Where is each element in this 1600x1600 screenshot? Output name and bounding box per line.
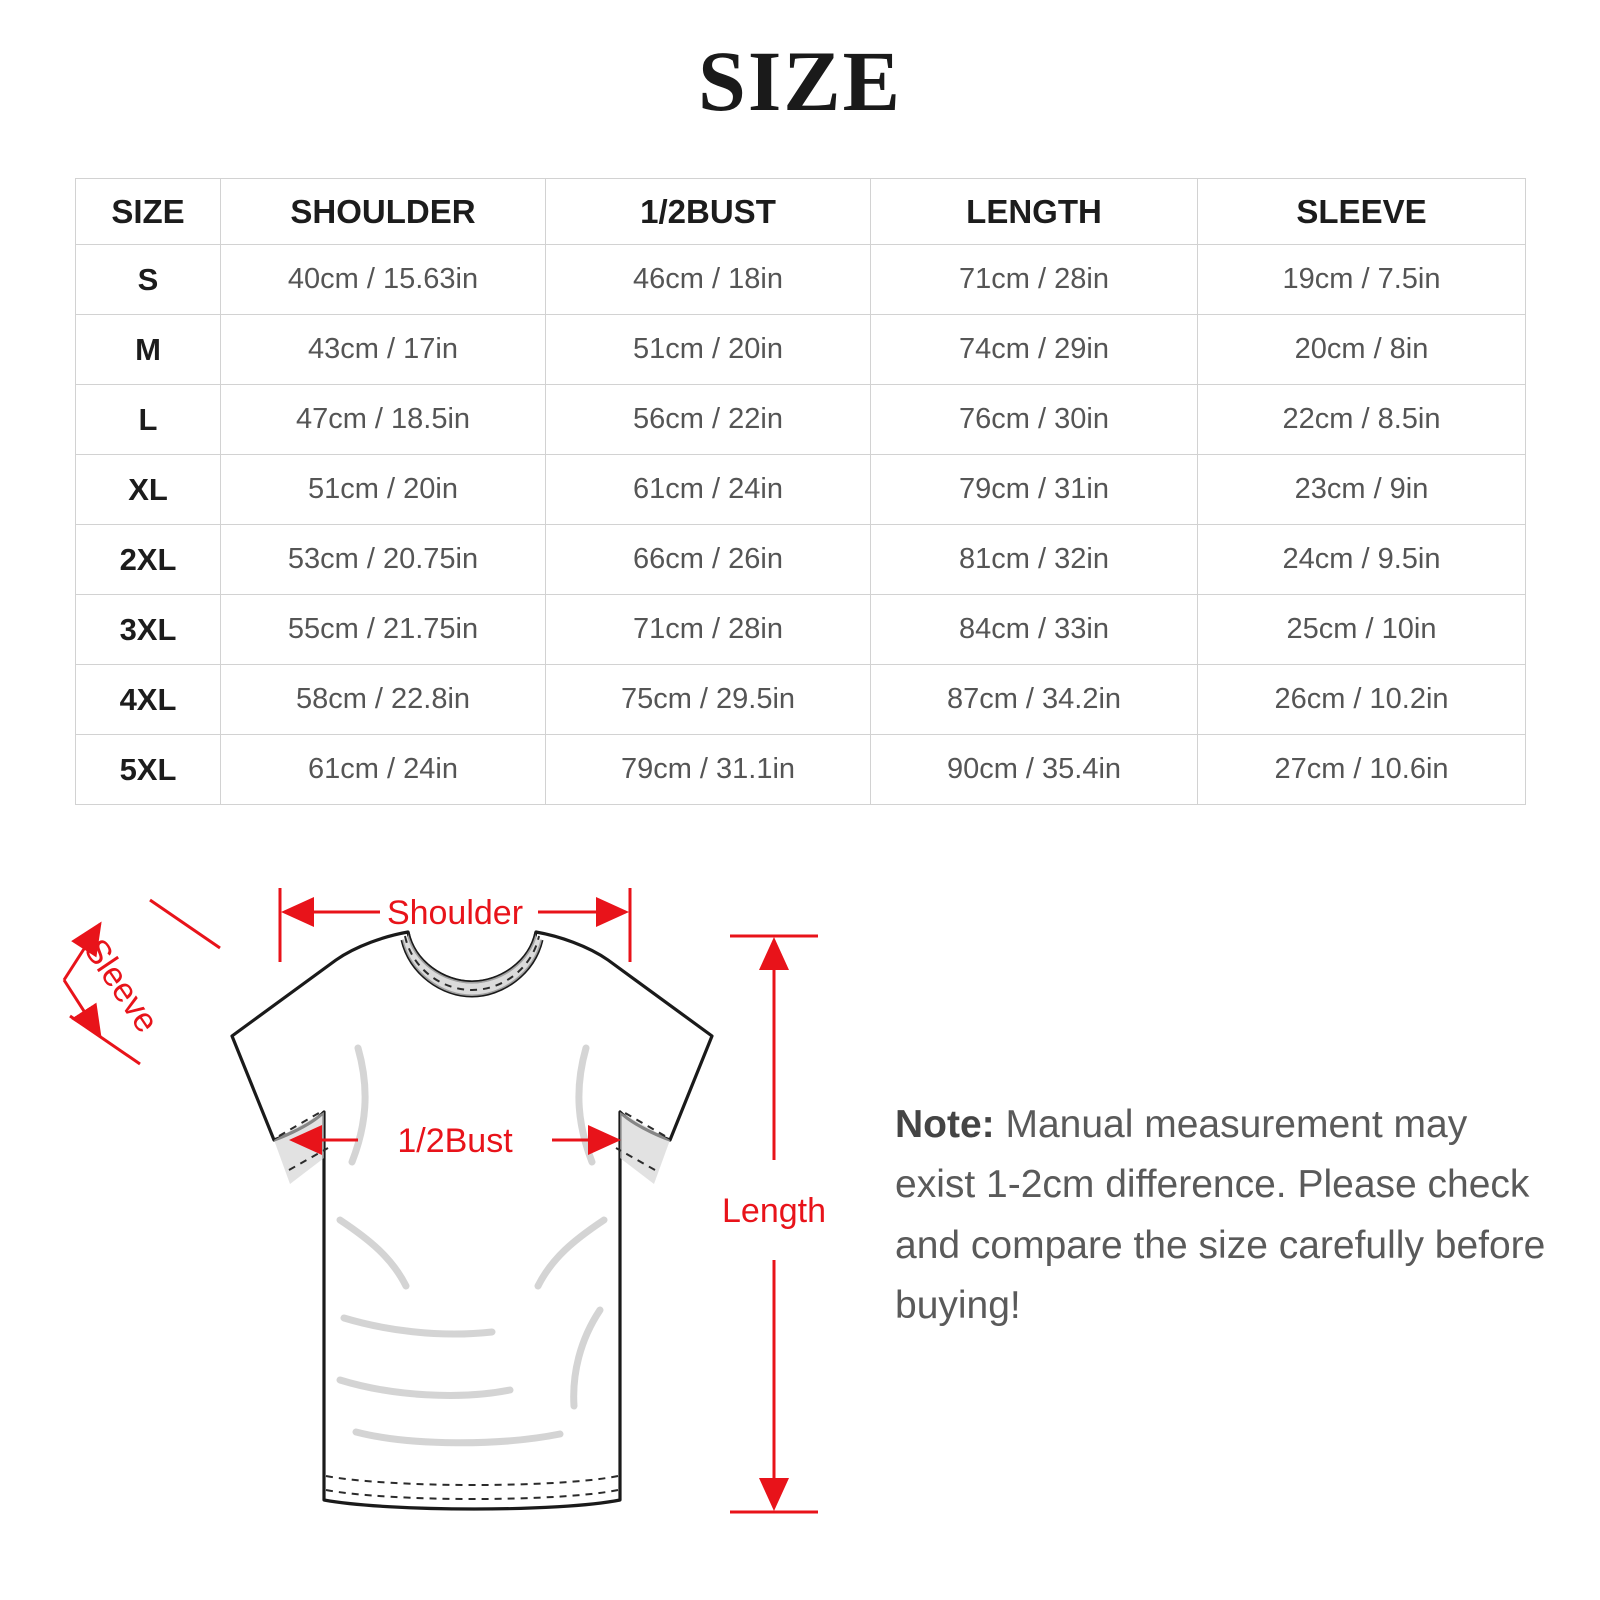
tshirt-measurement-diagram: [40, 840, 870, 1570]
cell-shoulder: 53cm / 20.75in: [221, 525, 546, 595]
table-row: [76, 595, 1526, 665]
cell-size: S: [76, 245, 221, 315]
cell-size: XL: [76, 455, 221, 525]
cell-shoulder: 47cm / 18.5in: [221, 385, 546, 455]
cell-bust: 79cm / 31.1in: [546, 735, 871, 805]
cell-sleeve: 24cm / 9.5in: [1198, 525, 1526, 595]
column-header-bust: 1/2BUST: [546, 179, 871, 245]
column-header-length: LENGTH: [871, 179, 1198, 245]
cell-shoulder: 55cm / 21.75in: [221, 595, 546, 665]
page-title: SIZE: [697, 33, 903, 129]
cell-size: M: [76, 315, 221, 385]
cell-bust: 66cm / 26in: [546, 525, 871, 595]
cell-size: 5XL: [76, 735, 221, 805]
cell-shoulder: 43cm / 17in: [221, 315, 546, 385]
cell-bust: 61cm / 24in: [546, 455, 871, 525]
table-row: [76, 665, 1526, 735]
cell-length: 87cm / 34.2in: [871, 665, 1198, 735]
cell-shoulder: 61cm / 24in: [221, 735, 546, 805]
column-header-shoulder: SHOULDER: [221, 179, 546, 245]
cell-bust: 46cm / 18in: [546, 245, 871, 315]
cell-length: 81cm / 32in: [871, 525, 1198, 595]
bust-label: 1/2Bust: [397, 1122, 513, 1160]
table-row: [76, 315, 1526, 385]
table-row: [76, 525, 1526, 595]
table-row: [76, 245, 1526, 315]
cell-size: 4XL: [76, 665, 221, 735]
cell-length: 79cm / 31in: [871, 455, 1198, 525]
cell-length: 84cm / 33in: [871, 595, 1198, 665]
length-label: Length: [722, 1192, 826, 1230]
size-table: [75, 178, 1526, 805]
cell-size: 3XL: [76, 595, 221, 665]
cell-length: 90cm / 35.4in: [871, 735, 1198, 805]
shoulder-label: Shoulder: [386, 894, 524, 932]
cell-length: 74cm / 29in: [871, 315, 1198, 385]
note-body: Manual measurement may exist 1-2cm difference. Please check and compare the size carefully before buying!: [895, 1103, 1546, 1328]
table-row: [76, 735, 1526, 805]
tshirt-illustration: [232, 932, 712, 1509]
sleeve-label: Sleeve: [76, 932, 166, 1040]
cell-bust: 75cm / 29.5in: [546, 665, 871, 735]
cell-sleeve: 25cm / 10in: [1198, 595, 1526, 665]
cell-sleeve: 26cm / 10.2in: [1198, 665, 1526, 735]
cell-shoulder: 58cm / 22.8in: [221, 665, 546, 735]
cell-size: 2XL: [76, 525, 221, 595]
cell-bust: 56cm / 22in: [546, 385, 871, 455]
table-row: [76, 455, 1526, 525]
cell-length: 76cm / 30in: [871, 385, 1198, 455]
table-row: [76, 385, 1526, 455]
column-header-sleeve: SLEEVE: [1198, 179, 1526, 245]
cell-shoulder: 40cm / 15.63in: [221, 245, 546, 315]
cell-length: 71cm / 28in: [871, 245, 1198, 315]
cell-sleeve: 19cm / 7.5in: [1198, 245, 1526, 315]
cell-bust: 51cm / 20in: [546, 315, 871, 385]
column-header-size: SIZE: [76, 179, 221, 245]
cell-shoulder: 51cm / 20in: [221, 455, 546, 525]
table-header-row: [76, 179, 1526, 245]
note-label: Note:: [895, 1103, 995, 1146]
cell-sleeve: 23cm / 9in: [1198, 455, 1526, 525]
cell-bust: 71cm / 28in: [546, 595, 871, 665]
cell-sleeve: 22cm / 8.5in: [1198, 385, 1526, 455]
cell-sleeve: 27cm / 10.6in: [1198, 735, 1526, 805]
cell-size: L: [76, 385, 221, 455]
cell-sleeve: 20cm / 8in: [1198, 315, 1526, 385]
note-text: [895, 1095, 1555, 1337]
